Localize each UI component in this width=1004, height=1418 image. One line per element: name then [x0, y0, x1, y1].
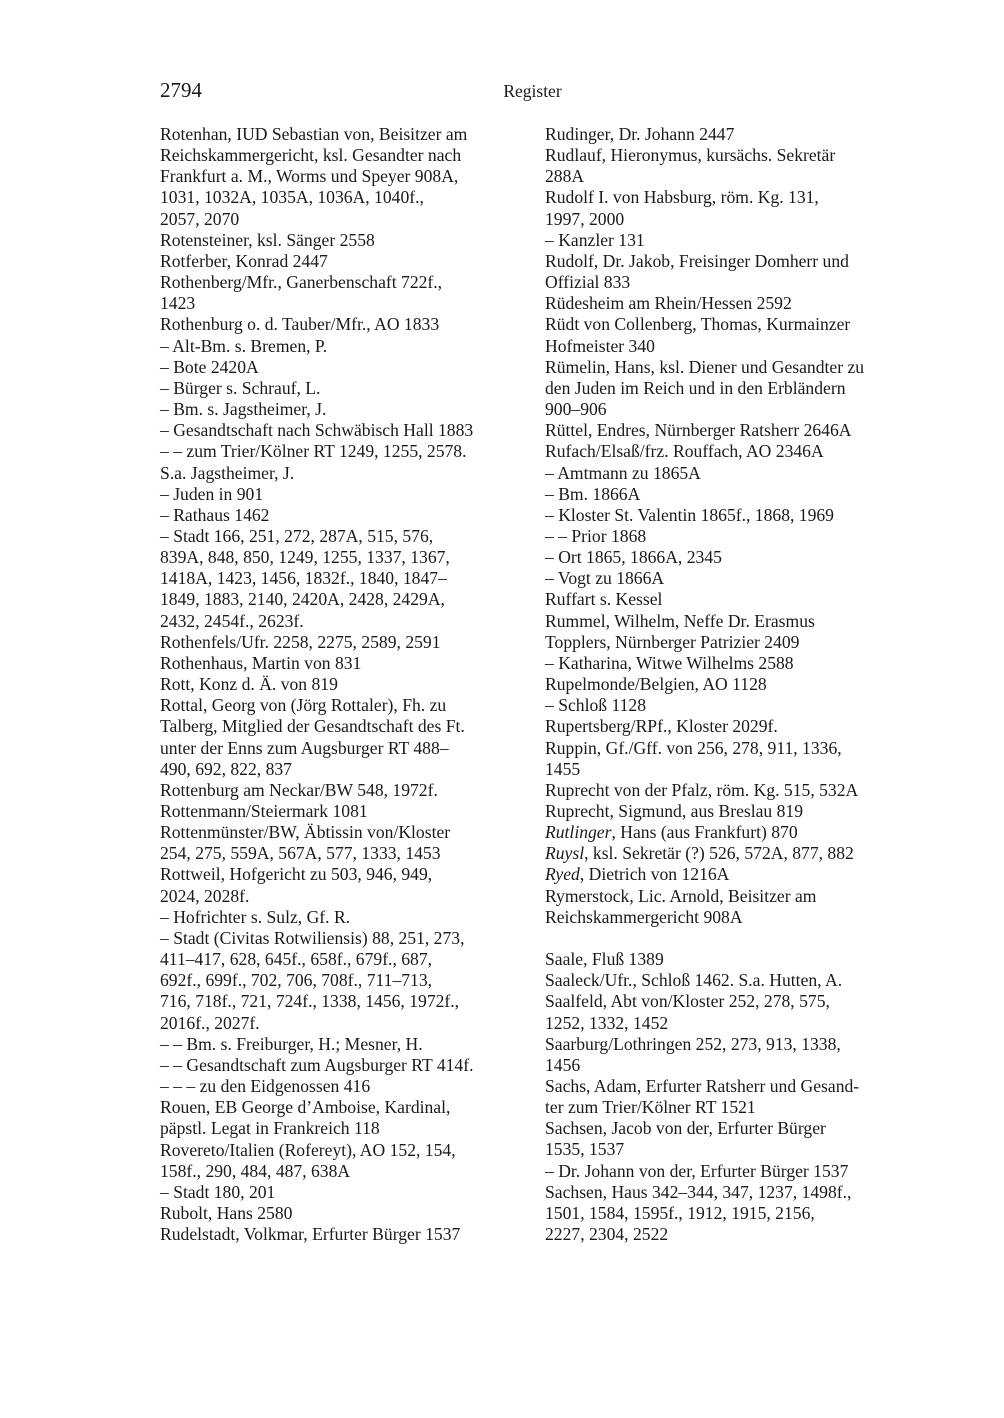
register-entry — [545, 864, 910, 885]
page-number: 2794 — [160, 78, 202, 102]
register-entry — [160, 336, 528, 357]
entry-line: Rüdt von Collenberg, Thomas, Kurmainzer — [545, 314, 851, 335]
entry-line: 411–417, 628, 645f., 658f., 679f., 687, — [160, 949, 433, 970]
entry-line: 2024, 2028f. — [160, 885, 250, 906]
register-entry — [545, 420, 910, 441]
register-entry — [160, 314, 528, 335]
entry-text: , Dietrich von 1216A — [579, 864, 730, 885]
register-entry — [160, 1034, 528, 1055]
entry-line: Rott, Konz d. Ä. von 819 — [160, 674, 338, 695]
register-entry — [545, 1118, 910, 1160]
register-entry — [545, 145, 910, 187]
entry-line: – Vogt zu 1866A — [545, 568, 665, 589]
register-entry — [545, 547, 910, 568]
entry-line: Sachs, Adam, Erfurter Ratsherr und Gesand- — [545, 1076, 860, 1097]
entry-head-italic: Ryed — [545, 864, 580, 885]
entry-line: den Juden im Reich und in den Erbländern — [545, 377, 846, 398]
entry-line: unter der Enns zum Augsburger RT 488– — [160, 737, 449, 758]
entry-line — [545, 843, 910, 864]
entry-line: Rymerstock, Lic. Arnold, Beisitzer am — [545, 885, 817, 906]
register-entry — [545, 801, 910, 822]
register-entry — [545, 1076, 910, 1118]
register-entry — [160, 801, 528, 822]
entry-line: 254, 275, 559A, 567A, 577, 1333, 1453 — [160, 843, 441, 864]
entry-line: Ruprecht von der Pfalz, röm. Kg. 515, 532A — [545, 779, 859, 800]
entry-line: päpstl. Legat in Frankreich 118 — [160, 1118, 380, 1139]
register-entry — [545, 674, 910, 695]
entry-line: – Schloß 1128 — [545, 695, 647, 716]
entry-line: – – – zu den Eidgenossen 416 — [160, 1076, 371, 1097]
entry-line: Rottenmünster/BW, Äbtissin von/Kloster — [160, 822, 451, 843]
entry-line: – – zum Trier/Kölner RT 1249, 1255, 2578. — [160, 441, 467, 462]
entry-line: 1501, 1584, 1595f., 1912, 1915, 2156, — [545, 1202, 815, 1223]
entry-line: Rothenfels/Ufr. 2258, 2275, 2589, 2591 — [160, 631, 441, 652]
register-entry — [160, 357, 528, 378]
entry-line: – Bm. s. Jagstheimer, J. — [160, 399, 327, 420]
entry-line: Topplers, Nürnberger Patrizier 2409 — [545, 631, 800, 652]
entry-line: Rümelin, Hans, ksl. Diener und Gesandter zu — [545, 356, 865, 377]
register-entry — [545, 1161, 910, 1182]
register-entry — [160, 251, 528, 272]
register-entry — [545, 463, 910, 484]
entry-line: Sachsen, Haus 342–344, 347, 1237, 1498f., — [545, 1181, 852, 1202]
entry-line: Rubolt, Hans 2580 — [160, 1202, 293, 1223]
register-entry — [160, 526, 528, 632]
entry-line: Rufach/Elsaß/frz. Rouffach, AO 2346A — [545, 441, 824, 462]
register-entry — [545, 716, 910, 737]
register-entry — [160, 1097, 528, 1139]
entry-line: – Stadt (Civitas Rotwiliensis) 88, 251, 273, — [160, 927, 465, 948]
register-column-right — [545, 124, 910, 1245]
entry-line: 288A — [545, 166, 585, 187]
entry-line: 716, 718f., 721, 724f., 1338, 1456, 1972f., — [160, 991, 460, 1012]
register-entry — [545, 187, 910, 229]
entry-line: 2432, 2454f., 2623f. — [160, 610, 304, 631]
entry-line: Rudolf, Dr. Jakob, Freisinger Domherr und — [545, 250, 849, 271]
entry-line: Sachsen, Jacob von der, Erfurter Bürger — [545, 1118, 826, 1139]
entry-line: – – Prior 1868 — [545, 525, 647, 546]
register-entry — [160, 1203, 528, 1224]
entry-line: – Amtmann zu 1865A — [545, 462, 701, 483]
register-entry — [160, 484, 528, 505]
entry-line: Rottenburg am Neckar/BW 548, 1972f. — [160, 779, 438, 800]
entry-line: – Bote 2420A — [160, 356, 259, 377]
entry-line: Rupertsberg/RPf., Kloster 2029f. — [545, 716, 778, 737]
entry-head-italic: Rutlinger — [545, 822, 612, 843]
entry-line: Rotferber, Konrad 2447 — [160, 250, 328, 271]
entry-line: – Stadt 166, 251, 272, 287A, 515, 576, — [160, 525, 434, 546]
entry-line: ter zum Trier/Kölner RT 1521 — [545, 1097, 756, 1118]
entry-line: Saaleck/Ufr., Schloß 1462. S.a. Hutten, A. — [545, 970, 843, 991]
entry-line: Ruffart s. Kessel — [545, 589, 663, 610]
register-entry — [160, 505, 528, 526]
register-entry — [545, 441, 910, 462]
entry-line: Saalfeld, Abt von/Kloster 252, 278, 575, — [545, 991, 830, 1012]
entry-line: Hofmeister 340 — [545, 335, 655, 356]
entry-line: 1535, 1537 — [545, 1139, 625, 1160]
register-entry — [545, 738, 910, 780]
entry-line: 1423 — [160, 293, 196, 314]
entry-line: Rüdesheim am Rhein/Hessen 2592 — [545, 293, 792, 314]
entry-line: – Juden in 901 — [160, 483, 264, 504]
register-column-left — [160, 124, 528, 1245]
entry-line: 1418A, 1423, 1456, 1832f., 1840, 1847– — [160, 568, 447, 589]
entry-line: Rothenberg/Mfr., Ganerbenschaft 722f., — [160, 272, 443, 293]
entry-line: Rudolf I. von Habsburg, röm. Kg. 131, — [545, 187, 819, 208]
entry-line: 2016f., 2027f. — [160, 1012, 260, 1033]
entry-line: Rottweil, Hofgericht zu 503, 946, 949, — [160, 864, 433, 885]
entry-line: – Alt-Bm. s. Bremen, P. — [160, 335, 328, 356]
register-entry — [545, 230, 910, 251]
entry-line: 158f., 290, 484, 487, 638A — [160, 1160, 351, 1181]
register-entry — [545, 589, 910, 610]
register-entry — [545, 843, 910, 864]
entry-line: Rudlauf, Hieronymus, kursächs. Sekretär — [545, 145, 836, 166]
entry-line: 1456 — [545, 1054, 581, 1075]
register-entry — [160, 230, 528, 251]
register-entry — [545, 1034, 910, 1076]
entry-line: 2057, 2070 — [160, 208, 240, 229]
register-entry — [545, 124, 910, 145]
entry-line: 900–906 — [545, 399, 607, 420]
entry-line: Reichskammergericht 908A — [545, 906, 743, 927]
register-entry — [545, 357, 910, 420]
entry-line: Rudelstadt, Volkmar, Erfurter Bürger 1537 — [160, 1224, 461, 1245]
entry-line: – – Gesandtschaft zum Augsburger RT 414f. — [160, 1054, 474, 1075]
register-entry — [545, 568, 910, 589]
register-entry — [160, 1182, 528, 1203]
entry-line: – Dr. Johann von der, Erfurter Bürger 1537 — [545, 1160, 849, 1181]
register-entry — [545, 822, 910, 843]
entry-line: – – Bm. s. Freiburger, H.; Mesner, H. — [160, 1033, 423, 1054]
entry-line: Ruprecht, Sigmund, aus Breslau 819 — [545, 801, 804, 821]
entry-line: – Bm. 1866A — [545, 483, 641, 504]
entry-line: Offizial 833 — [545, 272, 631, 293]
entry-line: 1031, 1032A, 1035A, 1036A, 1040f., — [160, 187, 424, 208]
entry-line: – Gesandtschaft nach Schwäbisch Hall 1883 — [160, 420, 474, 441]
entry-line: Rottenmann/Steiermark 1081 — [160, 801, 368, 821]
register-entry — [545, 886, 910, 928]
entry-line: Reichskammergericht, ksl. Gesandter nach — [160, 145, 462, 166]
register-entry — [160, 928, 528, 1034]
register-entry — [160, 1224, 528, 1245]
entry-line: Rotenhan, IUD Sebastian von, Beisitzer am — [160, 124, 468, 144]
register-entry — [545, 970, 910, 991]
register-entry — [160, 632, 528, 653]
register-entry — [160, 441, 528, 483]
entry-line: – Katharina, Witwe Wilhelms 2588 — [545, 652, 794, 673]
entry-line: Ruppin, Gf./Gff. von 256, 278, 911, 1336, — [545, 737, 842, 758]
register-entry — [545, 653, 910, 674]
entry-line: 1252, 1332, 1452 — [545, 1012, 669, 1033]
register-entry — [160, 822, 528, 864]
register-entry — [545, 611, 910, 653]
entry-text: , ksl. Sekretär (?) 526, 572A, 877, 882 — [584, 843, 854, 864]
register-entry — [545, 526, 910, 547]
entry-line: – Kanzler 131 — [545, 229, 645, 250]
entry-line: Rothenhaus, Martin von 831 — [160, 652, 362, 673]
register-entry — [545, 484, 910, 505]
register-entry — [160, 695, 528, 780]
entry-line: Rudinger, Dr. Johann 2447 — [545, 124, 735, 144]
register-entry — [545, 251, 910, 293]
entry-line: Rottal, Georg von (Jörg Rottaler), Fh. zu — [160, 695, 447, 716]
register-entry — [160, 124, 528, 230]
entry-line: 1455 — [545, 758, 581, 779]
register-entry — [545, 991, 910, 1033]
register-entry — [545, 1182, 910, 1245]
entry-line: – Hofrichter s. Sulz, Gf. R. — [160, 906, 351, 927]
register-entry — [545, 314, 910, 356]
register-entry — [160, 653, 528, 674]
register-entry — [545, 949, 910, 970]
entry-line: 2227, 2304, 2522 — [545, 1224, 669, 1245]
entry-line: – Kloster St. Valentin 1865f., 1868, 1969 — [545, 504, 834, 525]
register-entry — [545, 780, 910, 801]
register-entry — [160, 864, 528, 906]
letter-section-gap — [545, 928, 910, 949]
register-entry — [160, 1076, 528, 1097]
entry-line: 490, 692, 822, 837 — [160, 758, 292, 779]
entry-line: Rummel, Wilhelm, Neffe Dr. Erasmus — [545, 610, 815, 631]
register-entry — [160, 780, 528, 801]
entry-line: Saale, Fluß 1389 — [545, 949, 664, 970]
register-entry — [160, 272, 528, 314]
register-entry — [160, 399, 528, 420]
entry-head-italic: Ruysl — [545, 843, 585, 864]
entry-line: Rupelmonde/Belgien, AO 1128 — [545, 674, 767, 695]
register-entry — [545, 505, 910, 526]
register-entry — [160, 674, 528, 695]
register-entry — [160, 378, 528, 399]
entry-line: Rovereto/Italien (Rofereyt), AO 152, 154, — [160, 1139, 456, 1160]
entry-line: Talberg, Mitglied der Gesandtschaft des Ft. — [160, 716, 465, 737]
entry-line: – Rathaus 1462 — [160, 504, 270, 525]
entry-line: Saarburg/Lothringen 252, 273, 913, 1338, — [545, 1033, 841, 1054]
entry-line: 1849, 1883, 2140, 2420A, 2428, 2429A, — [160, 589, 445, 610]
register-entry — [160, 1140, 528, 1182]
entry-line: Rothenburg o. d. Tauber/Mfr., AO 1833 — [160, 314, 440, 335]
register-entry — [545, 695, 910, 716]
register-entry — [160, 907, 528, 928]
running-header — [160, 78, 905, 106]
entry-line — [545, 864, 910, 885]
entry-line: 1997, 2000 — [545, 208, 625, 229]
entry-line: Rotensteiner, ksl. Sänger 2558 — [160, 229, 375, 250]
register-entry — [545, 293, 910, 314]
entry-line: 692f., 699f., 702, 706, 708f., 711–713, — [160, 970, 433, 991]
entry-line: – Stadt 180, 201 — [160, 1181, 276, 1202]
running-title: Register — [503, 81, 562, 101]
entry-line: – Bürger s. Schrauf, L. — [160, 377, 321, 398]
entry-line: – Ort 1865, 1866A, 2345 — [545, 547, 722, 568]
entry-line — [545, 822, 910, 843]
entry-line: 839A, 848, 850, 1249, 1255, 1337, 1367, — [160, 547, 450, 568]
entry-line: S.a. Jagstheimer, J. — [160, 462, 295, 483]
entry-line: Rüttel, Endres, Nürnberger Ratsherr 2646A — [545, 420, 852, 441]
register-entry — [160, 1055, 528, 1076]
register-entry — [160, 420, 528, 441]
entry-text: , Hans (aus Frankfurt) 870 — [611, 822, 798, 843]
entry-line: Rouen, EB George d’Amboise, Kardinal, — [160, 1097, 451, 1118]
entry-line: Frankfurt a. M., Worms und Speyer 908A, — [160, 166, 459, 187]
